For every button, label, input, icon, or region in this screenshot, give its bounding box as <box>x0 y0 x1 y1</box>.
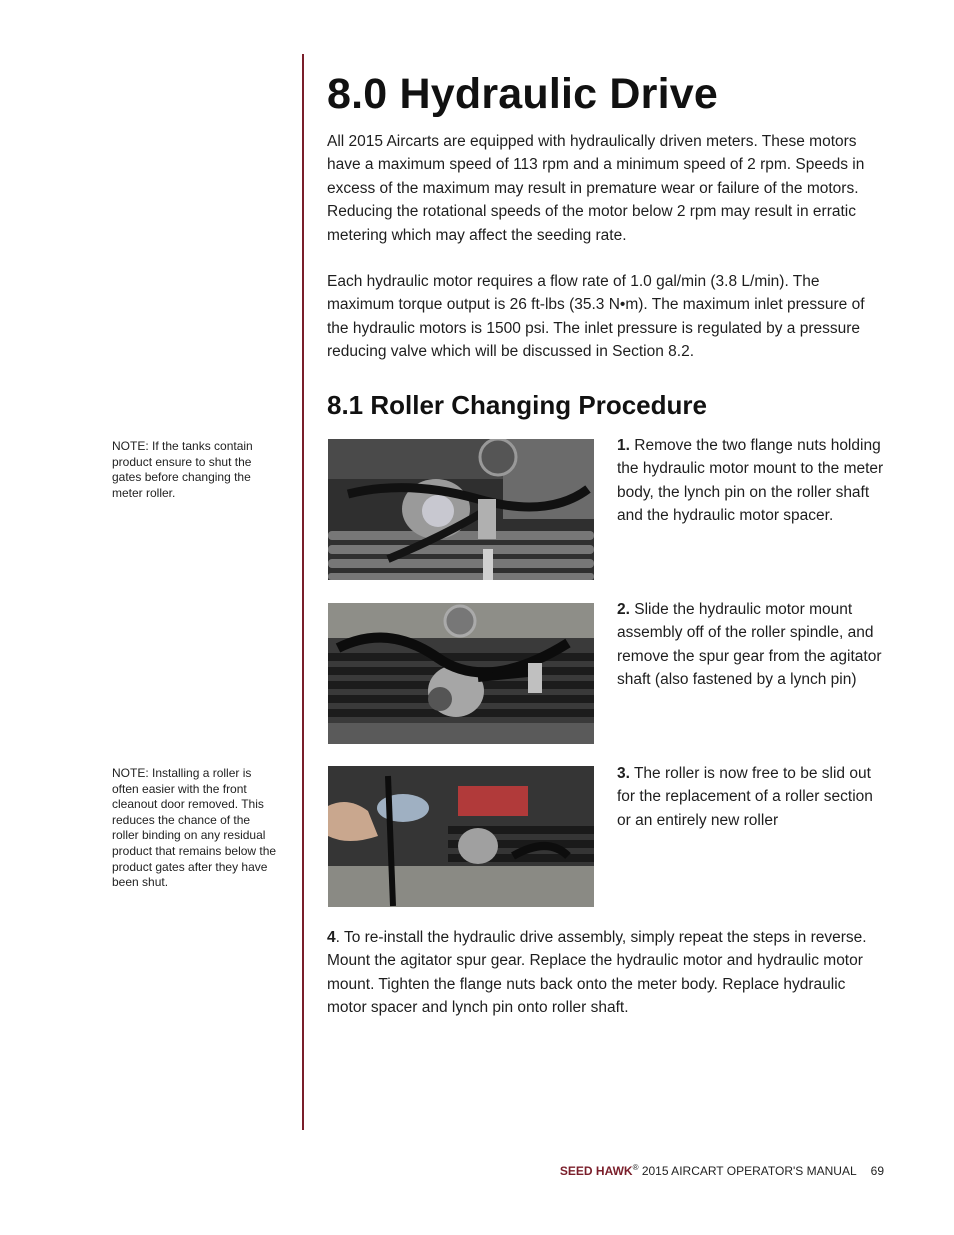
step-1-body: Remove the two flange nuts holding the hydraulic motor mount to the meter body, the lynch pin on the roller shaft and the hydraulic motor spacer. <box>617 437 884 525</box>
page-title: 8.0 Hydraulic Drive <box>327 70 718 118</box>
step-1-photo <box>328 439 594 580</box>
step-3-text <box>617 762 885 832</box>
step-2-body: Slide the hydraulic motor mount assembly off of the roller spindle, and remove the spur gear from the agitator shaft (also fastened by a lynch pin) <box>617 601 882 689</box>
page-number: 69 <box>870 1164 884 1178</box>
step-4-body: . To re-install the hydraulic drive assembly, simply repeat the steps in reverse. Mount the agitator spur gear. Replace the hydraulic motor and hydraulic motor mount. Tighten the flange nuts back onto the meter body. Replace hydraulic motor spacer and lynch pin onto roller shaft. <box>327 929 867 1017</box>
footer-brand: SEED HAWK <box>559 1164 633 1178</box>
step-3-number: 3. <box>617 765 630 782</box>
step-4-paragraph <box>327 926 882 1020</box>
step-2-number: 2. <box>617 601 630 618</box>
step-1-number: 1. <box>617 437 630 454</box>
step-1-text <box>617 434 885 528</box>
step-2-photo <box>328 603 594 744</box>
side-note-tanks: NOTE: If the tanks contain product ensure to shut the gates before changing the meter roller. <box>112 439 253 500</box>
footer-manual-title: 2015 AIRCART OPERATOR'S MANUAL <box>638 1164 857 1178</box>
margin-rule <box>302 54 304 1130</box>
step-2-text <box>617 598 885 692</box>
intro-paragraph-1: All 2015 Aircarts are equipped with hydraulically driven meters. These motors have a maximum speed of 113 rpm and a minimum speed of 2 rpm. Speeds in excess of the maximum may result in premature wear or failure of the motors. Reducing the rotational speeds of the motor below 2 rpm may result in erratic metering which may affect the seeding rate. <box>327 133 865 244</box>
section-heading: 8.1 Roller Changing Procedure <box>327 390 707 420</box>
side-note-roller: NOTE: Installing a roller is often easier with the front cleanout door removed. This reduces the chance of the roller binding on any residual product that remains below the product gates after they have been shut. <box>112 766 277 890</box>
step-4-number: 4 <box>327 929 336 946</box>
page-footer <box>560 1163 884 1178</box>
intro-paragraph-2: Each hydraulic motor requires a flow rate of 1.0 gal/min (3.8 L/min). The maximum torque output is 26 ft-lbs (35.3 N•m). The maximum inlet pressure of the hydraulic motors is 1500 psi. The inlet pressure is regulated by a pressure reducing valve which will be discussed in Section 8.2. <box>327 273 865 361</box>
step-3-photo <box>328 766 594 907</box>
step-3-body: The roller is now free to be slid out for the replacement of a roller section or an entirely new roller <box>617 765 873 829</box>
footer-registered: ® <box>632 1163 639 1172</box>
